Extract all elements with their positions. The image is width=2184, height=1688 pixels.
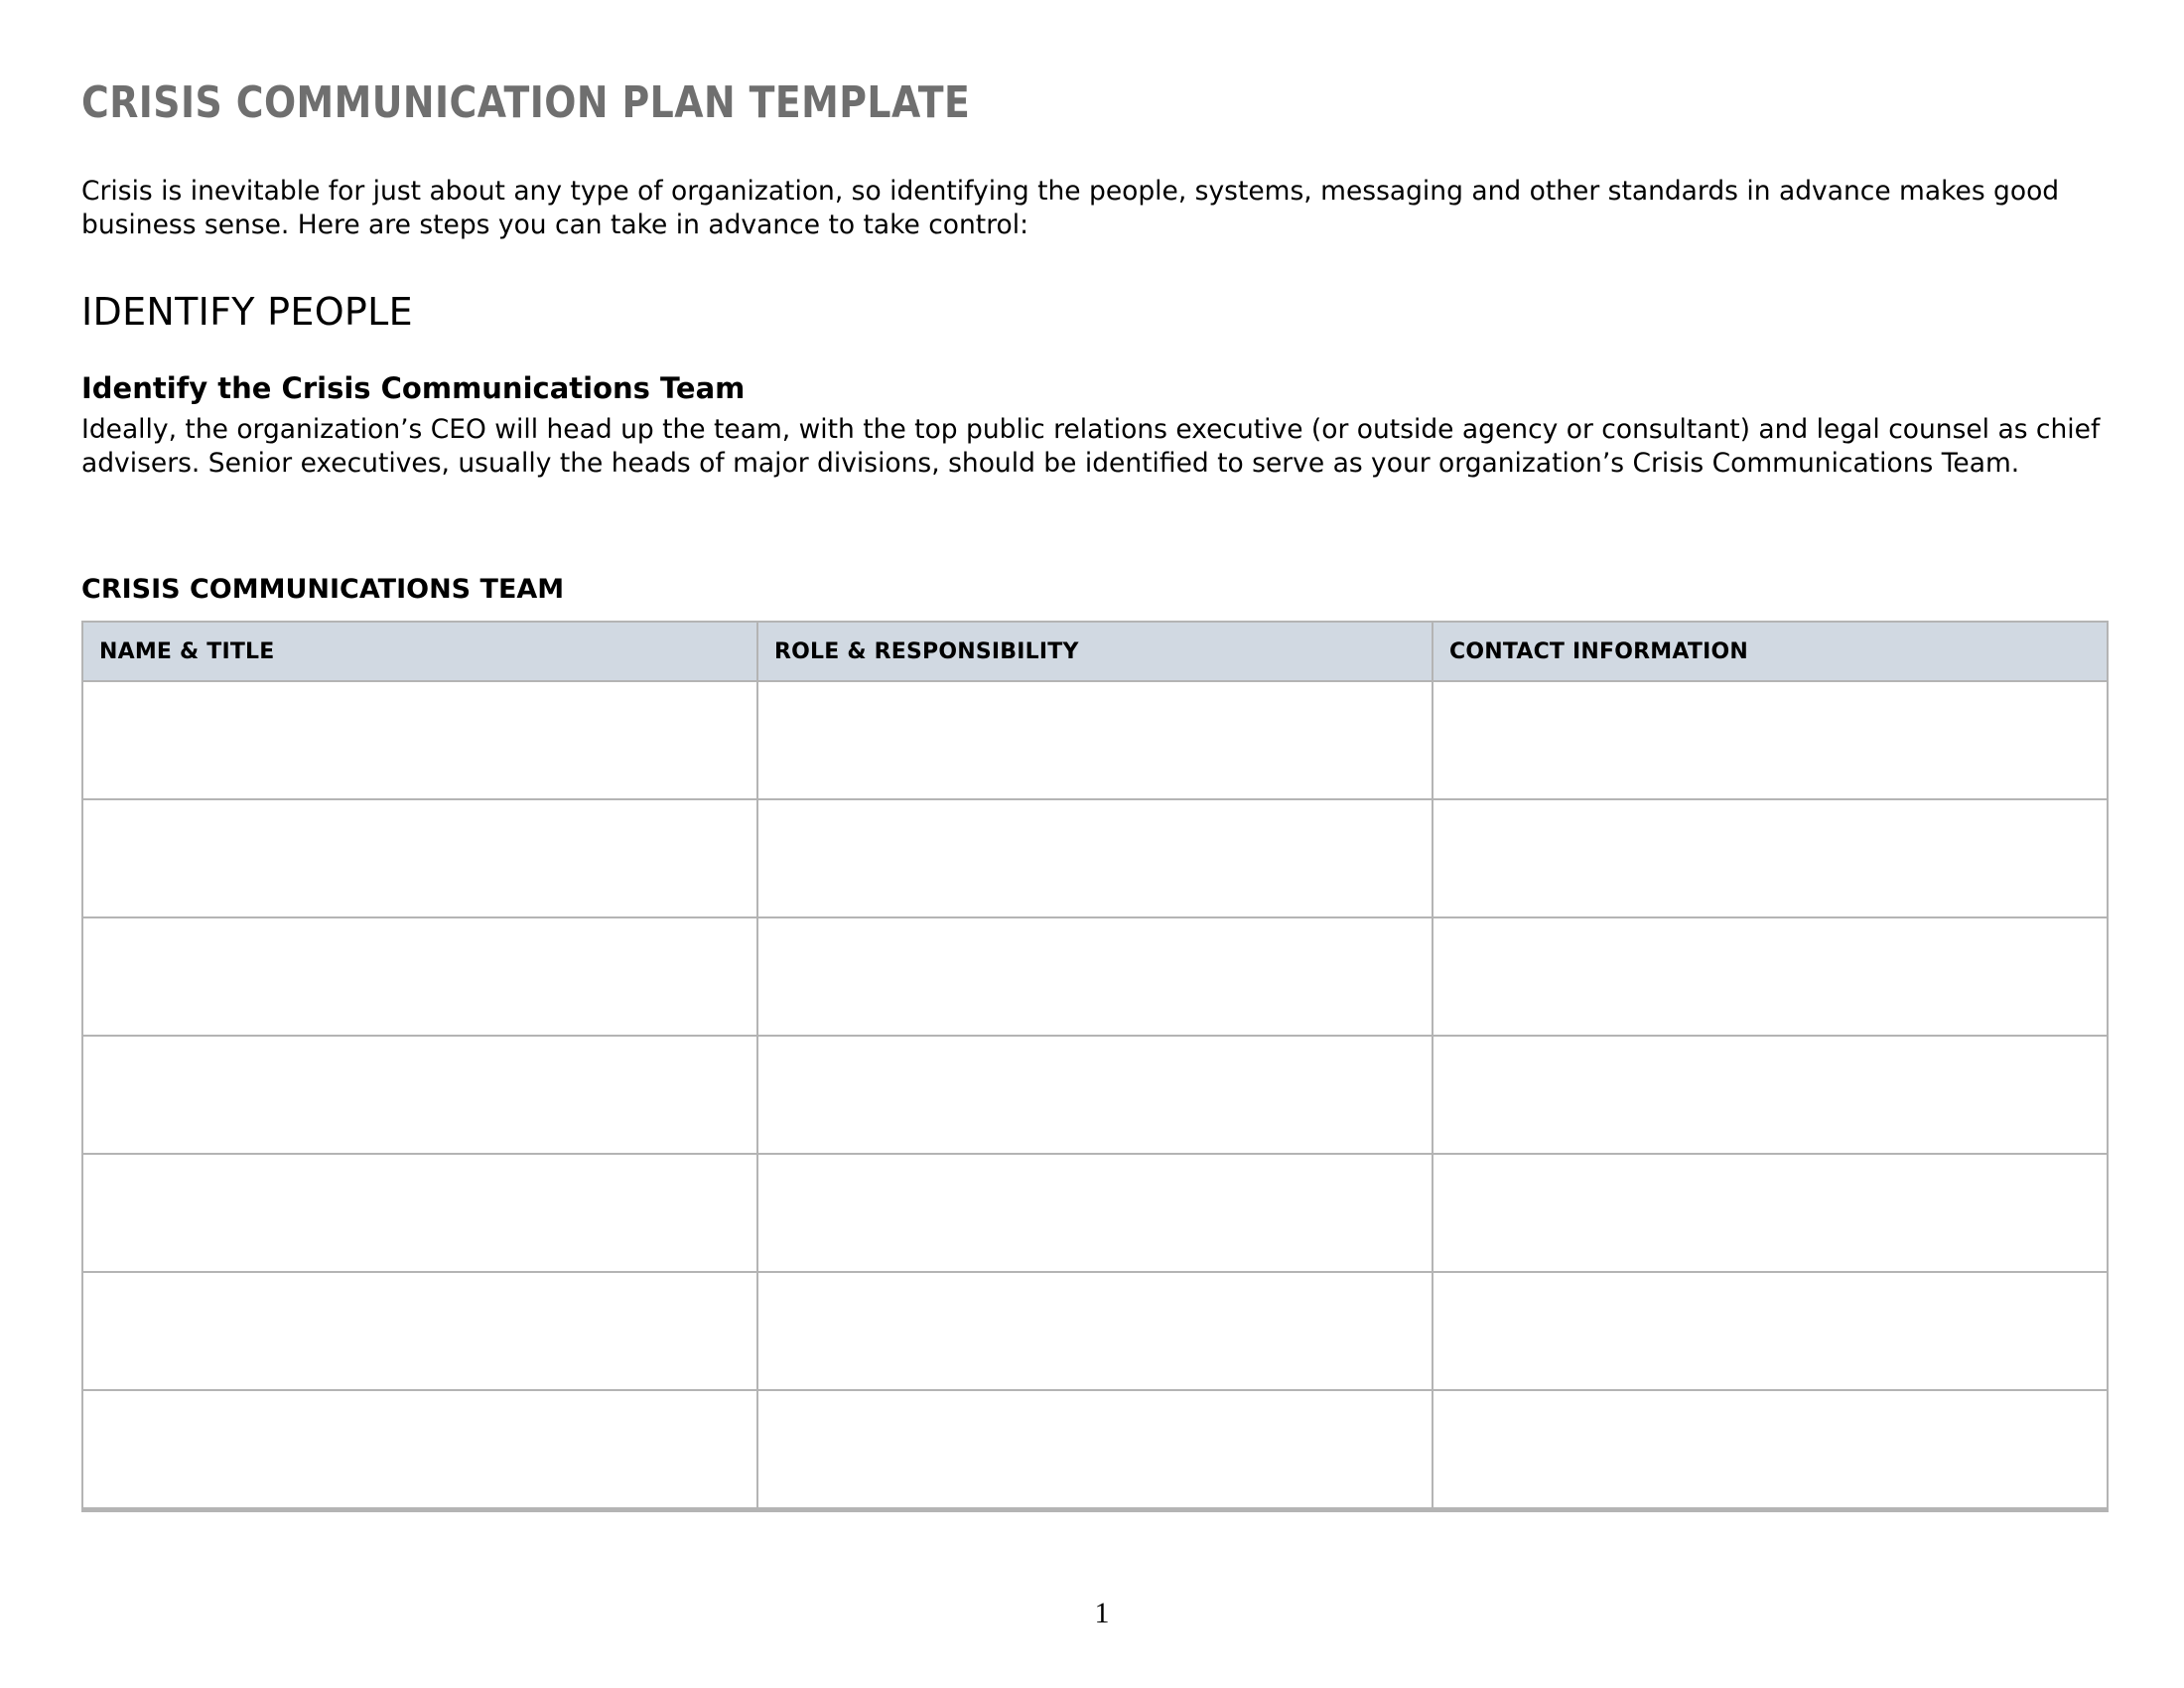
intro-paragraph: Crisis is inevitable for just about any type of organization, so identifying the people, systems, messaging and other standards in advance makes good business sense. Here are steps you can take in advance to take control: — [81, 176, 2060, 240]
column-header-contact-information: CONTACT INFORMATION — [1433, 622, 2108, 681]
subsection-body: Ideally, the organization’s CEO will head up the team, with the top public relations executive (or outside agency or consultant) and legal counsel as chief advisers. Senior executives, usually the heads of major divisions, should be identified to serve as your organization’s Crisis Communications Team. — [81, 414, 2101, 479]
table-cell-name-title[interactable] — [82, 799, 757, 917]
subsection-heading: Identify the Crisis Communications Team — [81, 371, 746, 405]
table-cell-contact-information[interactable] — [1433, 917, 2108, 1036]
table-cell-role-responsibility[interactable] — [757, 799, 1433, 917]
table-row — [82, 1154, 2108, 1272]
table-row — [82, 917, 2108, 1036]
table-cell-name-title[interactable] — [82, 1036, 757, 1154]
table-row — [82, 1036, 2108, 1154]
table-cell-role-responsibility[interactable] — [757, 681, 1433, 799]
table-row — [82, 1390, 2108, 1510]
table-cell-role-responsibility[interactable] — [757, 1154, 1433, 1272]
table-cell-name-title[interactable] — [82, 1154, 757, 1272]
section-heading: IDENTIFY PEOPLE — [81, 290, 413, 334]
table-cell-name-title[interactable] — [82, 1390, 757, 1510]
table-cell-name-title[interactable] — [82, 1272, 757, 1390]
crisis-team-table — [81, 621, 2109, 1512]
table-cell-role-responsibility[interactable] — [757, 1036, 1433, 1154]
table-cell-role-responsibility[interactable] — [757, 917, 1433, 1036]
table-cell-role-responsibility[interactable] — [757, 1272, 1433, 1390]
table-header-row — [82, 622, 2108, 681]
table-cell-contact-information[interactable] — [1433, 1390, 2108, 1510]
table-cell-contact-information[interactable] — [1433, 1272, 2108, 1390]
page-number: 1 — [1094, 1597, 1110, 1629]
table-cell-name-title[interactable] — [82, 917, 757, 1036]
table-cell-name-title[interactable] — [82, 681, 757, 799]
table-row — [82, 681, 2108, 799]
document-title: CRISIS COMMUNICATION PLAN TEMPLATE — [81, 77, 971, 128]
table-cell-contact-information[interactable] — [1433, 1036, 2108, 1154]
table-row — [82, 799, 2108, 917]
table-caption: CRISIS COMMUNICATIONS TEAM — [81, 574, 565, 605]
table-row — [82, 1272, 2108, 1390]
column-header-role-responsibility: ROLE & RESPONSIBILITY — [757, 622, 1433, 681]
table-cell-contact-information[interactable] — [1433, 799, 2108, 917]
table-cell-contact-information[interactable] — [1433, 681, 2108, 799]
column-header-name-title: NAME & TITLE — [82, 622, 757, 681]
table-cell-role-responsibility[interactable] — [757, 1390, 1433, 1510]
table-cell-contact-information[interactable] — [1433, 1154, 2108, 1272]
